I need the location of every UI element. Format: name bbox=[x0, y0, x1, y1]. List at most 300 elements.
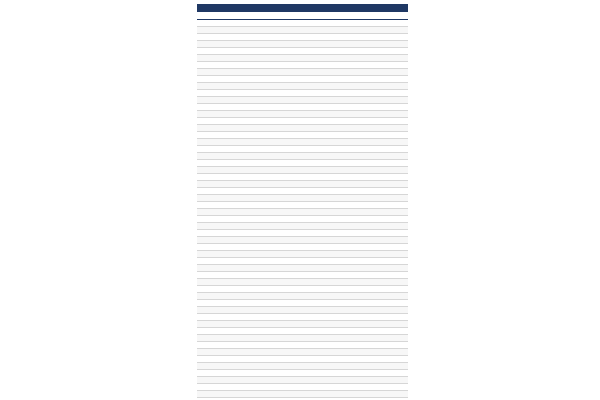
cell-title bbox=[221, 356, 294, 363]
cell-title bbox=[221, 391, 294, 398]
cell-col5 bbox=[350, 125, 372, 132]
cell-col7 bbox=[396, 237, 408, 244]
cell-faculty bbox=[294, 209, 350, 216]
cell-title bbox=[221, 34, 294, 41]
cell-col6 bbox=[372, 370, 396, 377]
cell-faculty bbox=[294, 146, 350, 153]
document-title bbox=[197, 4, 408, 12]
cell-col7 bbox=[396, 181, 408, 188]
cell-num bbox=[197, 384, 207, 391]
cell-code bbox=[207, 363, 221, 370]
cell-num bbox=[197, 251, 207, 258]
cell-code bbox=[207, 237, 221, 244]
table-row bbox=[197, 104, 408, 111]
cell-col7 bbox=[396, 167, 408, 174]
header-col6 bbox=[372, 12, 396, 20]
cell-col6 bbox=[372, 188, 396, 195]
table-row bbox=[197, 230, 408, 237]
cell-num bbox=[197, 230, 207, 237]
cell-code bbox=[207, 377, 221, 384]
table-row bbox=[197, 223, 408, 230]
cell-col6 bbox=[372, 356, 396, 363]
cell-col7 bbox=[396, 153, 408, 160]
cell-code bbox=[207, 160, 221, 167]
cell-code bbox=[207, 20, 221, 27]
table-row bbox=[197, 244, 408, 251]
table-row bbox=[197, 370, 408, 377]
cell-col5 bbox=[350, 97, 372, 104]
cell-faculty bbox=[294, 321, 350, 328]
cell-num bbox=[197, 90, 207, 97]
cell-col5 bbox=[350, 188, 372, 195]
cell-title bbox=[221, 321, 294, 328]
table-row bbox=[197, 398, 408, 399]
cell-code bbox=[207, 230, 221, 237]
cell-faculty bbox=[294, 174, 350, 181]
cell-num bbox=[197, 27, 207, 34]
table-row bbox=[197, 160, 408, 167]
table-row bbox=[197, 237, 408, 244]
cell-code bbox=[207, 118, 221, 125]
cell-num bbox=[197, 244, 207, 251]
cell-col7 bbox=[396, 321, 408, 328]
cell-col7 bbox=[396, 391, 408, 398]
cell-col5 bbox=[350, 342, 372, 349]
cell-title bbox=[221, 363, 294, 370]
cell-col6 bbox=[372, 223, 396, 230]
cell-code bbox=[207, 349, 221, 356]
cell-col7 bbox=[396, 48, 408, 55]
cell-code bbox=[207, 76, 221, 83]
cell-num bbox=[197, 258, 207, 265]
table-row bbox=[197, 356, 408, 363]
cell-col6 bbox=[372, 398, 396, 399]
cell-col5 bbox=[350, 349, 372, 356]
header-title bbox=[221, 12, 294, 20]
table-row bbox=[197, 55, 408, 62]
cell-col6 bbox=[372, 153, 396, 160]
cell-col5 bbox=[350, 286, 372, 293]
cell-code bbox=[207, 300, 221, 307]
cell-title bbox=[221, 237, 294, 244]
cell-col5 bbox=[350, 202, 372, 209]
cell-col5 bbox=[350, 209, 372, 216]
cell-col7 bbox=[396, 398, 408, 399]
cell-num bbox=[197, 20, 207, 27]
cell-code bbox=[207, 398, 221, 399]
cell-col7 bbox=[396, 258, 408, 265]
cell-title bbox=[221, 251, 294, 258]
cell-col6 bbox=[372, 230, 396, 237]
cell-code bbox=[207, 216, 221, 223]
cell-faculty bbox=[294, 342, 350, 349]
table-row bbox=[197, 216, 408, 223]
cell-code bbox=[207, 209, 221, 216]
cell-col7 bbox=[396, 384, 408, 391]
cell-col7 bbox=[396, 349, 408, 356]
cell-num bbox=[197, 146, 207, 153]
table-row bbox=[197, 251, 408, 258]
cell-faculty bbox=[294, 20, 350, 27]
cell-code bbox=[207, 83, 221, 90]
cell-col6 bbox=[372, 181, 396, 188]
cell-faculty bbox=[294, 34, 350, 41]
cell-col5 bbox=[350, 41, 372, 48]
cell-faculty bbox=[294, 300, 350, 307]
cell-col6 bbox=[372, 41, 396, 48]
table-row bbox=[197, 265, 408, 272]
cell-faculty bbox=[294, 286, 350, 293]
cell-col6 bbox=[372, 160, 396, 167]
cell-faculty bbox=[294, 195, 350, 202]
cell-col7 bbox=[396, 335, 408, 342]
cell-faculty bbox=[294, 153, 350, 160]
cell-num bbox=[197, 160, 207, 167]
cell-col6 bbox=[372, 335, 396, 342]
table-row bbox=[197, 300, 408, 307]
cell-title bbox=[221, 20, 294, 27]
header-faculty bbox=[294, 12, 350, 20]
cell-faculty bbox=[294, 216, 350, 223]
table-row bbox=[197, 76, 408, 83]
table-row bbox=[197, 132, 408, 139]
cell-faculty bbox=[294, 307, 350, 314]
document-sheet bbox=[197, 4, 408, 398]
cell-faculty bbox=[294, 279, 350, 286]
cell-code bbox=[207, 48, 221, 55]
cell-faculty bbox=[294, 76, 350, 83]
cell-title bbox=[221, 314, 294, 321]
cell-faculty bbox=[294, 69, 350, 76]
cell-col7 bbox=[396, 174, 408, 181]
cell-title bbox=[221, 188, 294, 195]
cell-faculty bbox=[294, 188, 350, 195]
cell-faculty bbox=[294, 363, 350, 370]
cell-num bbox=[197, 272, 207, 279]
cell-code bbox=[207, 125, 221, 132]
cell-title bbox=[221, 69, 294, 76]
table-row bbox=[197, 209, 408, 216]
cell-num bbox=[197, 62, 207, 69]
cell-code bbox=[207, 251, 221, 258]
cell-num bbox=[197, 391, 207, 398]
cell-col7 bbox=[396, 265, 408, 272]
cell-faculty bbox=[294, 384, 350, 391]
cell-title bbox=[221, 132, 294, 139]
cell-col6 bbox=[372, 27, 396, 34]
cell-col5 bbox=[350, 146, 372, 153]
cell-col7 bbox=[396, 279, 408, 286]
cell-title bbox=[221, 342, 294, 349]
cell-code bbox=[207, 97, 221, 104]
cell-col5 bbox=[350, 293, 372, 300]
cell-num bbox=[197, 111, 207, 118]
header-num bbox=[197, 12, 207, 20]
cell-col5 bbox=[350, 153, 372, 160]
cell-col5 bbox=[350, 258, 372, 265]
table-row bbox=[197, 62, 408, 69]
cell-code bbox=[207, 244, 221, 251]
header-code bbox=[207, 12, 221, 20]
cell-num bbox=[197, 132, 207, 139]
cell-code bbox=[207, 41, 221, 48]
cell-faculty bbox=[294, 293, 350, 300]
cell-code bbox=[207, 153, 221, 160]
cell-code bbox=[207, 272, 221, 279]
cell-col5 bbox=[350, 132, 372, 139]
cell-faculty bbox=[294, 314, 350, 321]
header-col5 bbox=[350, 12, 372, 20]
cell-num bbox=[197, 300, 207, 307]
cell-col6 bbox=[372, 34, 396, 41]
cell-num bbox=[197, 167, 207, 174]
cell-col6 bbox=[372, 349, 396, 356]
cell-faculty bbox=[294, 349, 350, 356]
cell-col5 bbox=[350, 391, 372, 398]
cell-num bbox=[197, 188, 207, 195]
cell-title bbox=[221, 377, 294, 384]
table-row bbox=[197, 377, 408, 384]
cell-col7 bbox=[396, 195, 408, 202]
cell-col7 bbox=[396, 202, 408, 209]
cell-num bbox=[197, 328, 207, 335]
cell-col5 bbox=[350, 321, 372, 328]
cell-faculty bbox=[294, 370, 350, 377]
cell-col6 bbox=[372, 125, 396, 132]
cell-num bbox=[197, 398, 207, 399]
table-row bbox=[197, 195, 408, 202]
cell-col6 bbox=[372, 307, 396, 314]
cell-code bbox=[207, 202, 221, 209]
cell-faculty bbox=[294, 118, 350, 125]
cell-col5 bbox=[350, 398, 372, 399]
cell-col7 bbox=[396, 370, 408, 377]
cell-num bbox=[197, 286, 207, 293]
cell-faculty bbox=[294, 251, 350, 258]
cell-title bbox=[221, 349, 294, 356]
cell-title bbox=[221, 265, 294, 272]
cell-num bbox=[197, 223, 207, 230]
cell-code bbox=[207, 384, 221, 391]
cell-code bbox=[207, 188, 221, 195]
cell-col6 bbox=[372, 139, 396, 146]
cell-col5 bbox=[350, 237, 372, 244]
cell-title bbox=[221, 335, 294, 342]
cell-code bbox=[207, 356, 221, 363]
cell-title bbox=[221, 279, 294, 286]
table-row bbox=[197, 202, 408, 209]
cell-title bbox=[221, 118, 294, 125]
cell-title bbox=[221, 216, 294, 223]
cell-col5 bbox=[350, 314, 372, 321]
cell-code bbox=[207, 62, 221, 69]
cell-title bbox=[221, 90, 294, 97]
cell-col7 bbox=[396, 230, 408, 237]
cell-col6 bbox=[372, 132, 396, 139]
cell-num bbox=[197, 356, 207, 363]
cell-col5 bbox=[350, 69, 372, 76]
cell-col5 bbox=[350, 265, 372, 272]
cell-col7 bbox=[396, 272, 408, 279]
cell-col7 bbox=[396, 363, 408, 370]
cell-col6 bbox=[372, 146, 396, 153]
cell-col5 bbox=[350, 370, 372, 377]
cell-code bbox=[207, 286, 221, 293]
cell-faculty bbox=[294, 328, 350, 335]
cell-col7 bbox=[396, 118, 408, 125]
cell-title bbox=[221, 83, 294, 90]
table-row bbox=[197, 167, 408, 174]
cell-faculty bbox=[294, 55, 350, 62]
cell-col6 bbox=[372, 314, 396, 321]
cell-col6 bbox=[372, 293, 396, 300]
cell-num bbox=[197, 377, 207, 384]
cell-num bbox=[197, 314, 207, 321]
cell-code bbox=[207, 139, 221, 146]
table-row bbox=[197, 69, 408, 76]
cell-title bbox=[221, 307, 294, 314]
cell-code bbox=[207, 132, 221, 139]
cell-col7 bbox=[396, 377, 408, 384]
cell-faculty bbox=[294, 97, 350, 104]
cell-col7 bbox=[396, 328, 408, 335]
cell-title bbox=[221, 244, 294, 251]
table-row bbox=[197, 328, 408, 335]
cell-code bbox=[207, 307, 221, 314]
table-row bbox=[197, 258, 408, 265]
cell-title bbox=[221, 286, 294, 293]
cell-title bbox=[221, 272, 294, 279]
cell-col5 bbox=[350, 251, 372, 258]
cell-code bbox=[207, 328, 221, 335]
cell-faculty bbox=[294, 111, 350, 118]
table-row bbox=[197, 139, 408, 146]
cell-code bbox=[207, 314, 221, 321]
cell-col7 bbox=[396, 76, 408, 83]
cell-col5 bbox=[350, 216, 372, 223]
cell-col6 bbox=[372, 216, 396, 223]
cell-num bbox=[197, 342, 207, 349]
cell-faculty bbox=[294, 335, 350, 342]
table-row bbox=[197, 48, 408, 55]
cell-col5 bbox=[350, 83, 372, 90]
cell-code bbox=[207, 104, 221, 111]
cell-col6 bbox=[372, 321, 396, 328]
cell-col5 bbox=[350, 335, 372, 342]
cell-num bbox=[197, 34, 207, 41]
cell-col6 bbox=[372, 55, 396, 62]
cell-col6 bbox=[372, 377, 396, 384]
cell-col7 bbox=[396, 307, 408, 314]
cell-col5 bbox=[350, 160, 372, 167]
cell-col7 bbox=[396, 83, 408, 90]
cell-col5 bbox=[350, 230, 372, 237]
table-header-row bbox=[197, 12, 408, 20]
cell-title bbox=[221, 48, 294, 55]
cell-col5 bbox=[350, 377, 372, 384]
cell-col5 bbox=[350, 27, 372, 34]
cell-col6 bbox=[372, 76, 396, 83]
cell-code bbox=[207, 181, 221, 188]
cell-col5 bbox=[350, 139, 372, 146]
cell-title bbox=[221, 104, 294, 111]
cell-faculty bbox=[294, 27, 350, 34]
table-row bbox=[197, 307, 408, 314]
cell-num bbox=[197, 41, 207, 48]
cell-col7 bbox=[396, 139, 408, 146]
table-row bbox=[197, 146, 408, 153]
cell-title bbox=[221, 62, 294, 69]
cell-col7 bbox=[396, 286, 408, 293]
cell-col6 bbox=[372, 209, 396, 216]
cell-num bbox=[197, 321, 207, 328]
cell-num bbox=[197, 125, 207, 132]
cell-col5 bbox=[350, 118, 372, 125]
cell-col5 bbox=[350, 384, 372, 391]
cell-col7 bbox=[396, 62, 408, 69]
table-row bbox=[197, 363, 408, 370]
cell-title bbox=[221, 209, 294, 216]
cell-col6 bbox=[372, 69, 396, 76]
table-row bbox=[197, 384, 408, 391]
cell-faculty bbox=[294, 377, 350, 384]
cell-title bbox=[221, 97, 294, 104]
cell-num bbox=[197, 97, 207, 104]
cell-col7 bbox=[396, 223, 408, 230]
cell-faculty bbox=[294, 62, 350, 69]
table-row bbox=[197, 125, 408, 132]
cell-title bbox=[221, 181, 294, 188]
cell-num bbox=[197, 174, 207, 181]
cell-col5 bbox=[350, 62, 372, 69]
table-row bbox=[197, 174, 408, 181]
cell-col7 bbox=[396, 216, 408, 223]
cell-title bbox=[221, 258, 294, 265]
cell-col5 bbox=[350, 167, 372, 174]
cell-col5 bbox=[350, 55, 372, 62]
cell-code bbox=[207, 111, 221, 118]
cell-title bbox=[221, 202, 294, 209]
cell-code bbox=[207, 34, 221, 41]
cell-col7 bbox=[396, 244, 408, 251]
cell-code bbox=[207, 90, 221, 97]
cell-title bbox=[221, 27, 294, 34]
cell-col5 bbox=[350, 244, 372, 251]
cell-col7 bbox=[396, 146, 408, 153]
cell-faculty bbox=[294, 167, 350, 174]
cell-code bbox=[207, 55, 221, 62]
cell-code bbox=[207, 391, 221, 398]
cell-col6 bbox=[372, 265, 396, 272]
cell-col5 bbox=[350, 48, 372, 55]
cell-title bbox=[221, 139, 294, 146]
table-row bbox=[197, 20, 408, 27]
cell-col7 bbox=[396, 41, 408, 48]
cell-num bbox=[197, 335, 207, 342]
cell-num bbox=[197, 216, 207, 223]
table-row bbox=[197, 118, 408, 125]
cell-col5 bbox=[350, 272, 372, 279]
cell-col7 bbox=[396, 97, 408, 104]
cell-col6 bbox=[372, 83, 396, 90]
cell-faculty bbox=[294, 132, 350, 139]
cell-faculty bbox=[294, 48, 350, 55]
cell-col6 bbox=[372, 237, 396, 244]
cell-col6 bbox=[372, 258, 396, 265]
cell-num bbox=[197, 265, 207, 272]
cell-col5 bbox=[350, 363, 372, 370]
cell-col6 bbox=[372, 251, 396, 258]
